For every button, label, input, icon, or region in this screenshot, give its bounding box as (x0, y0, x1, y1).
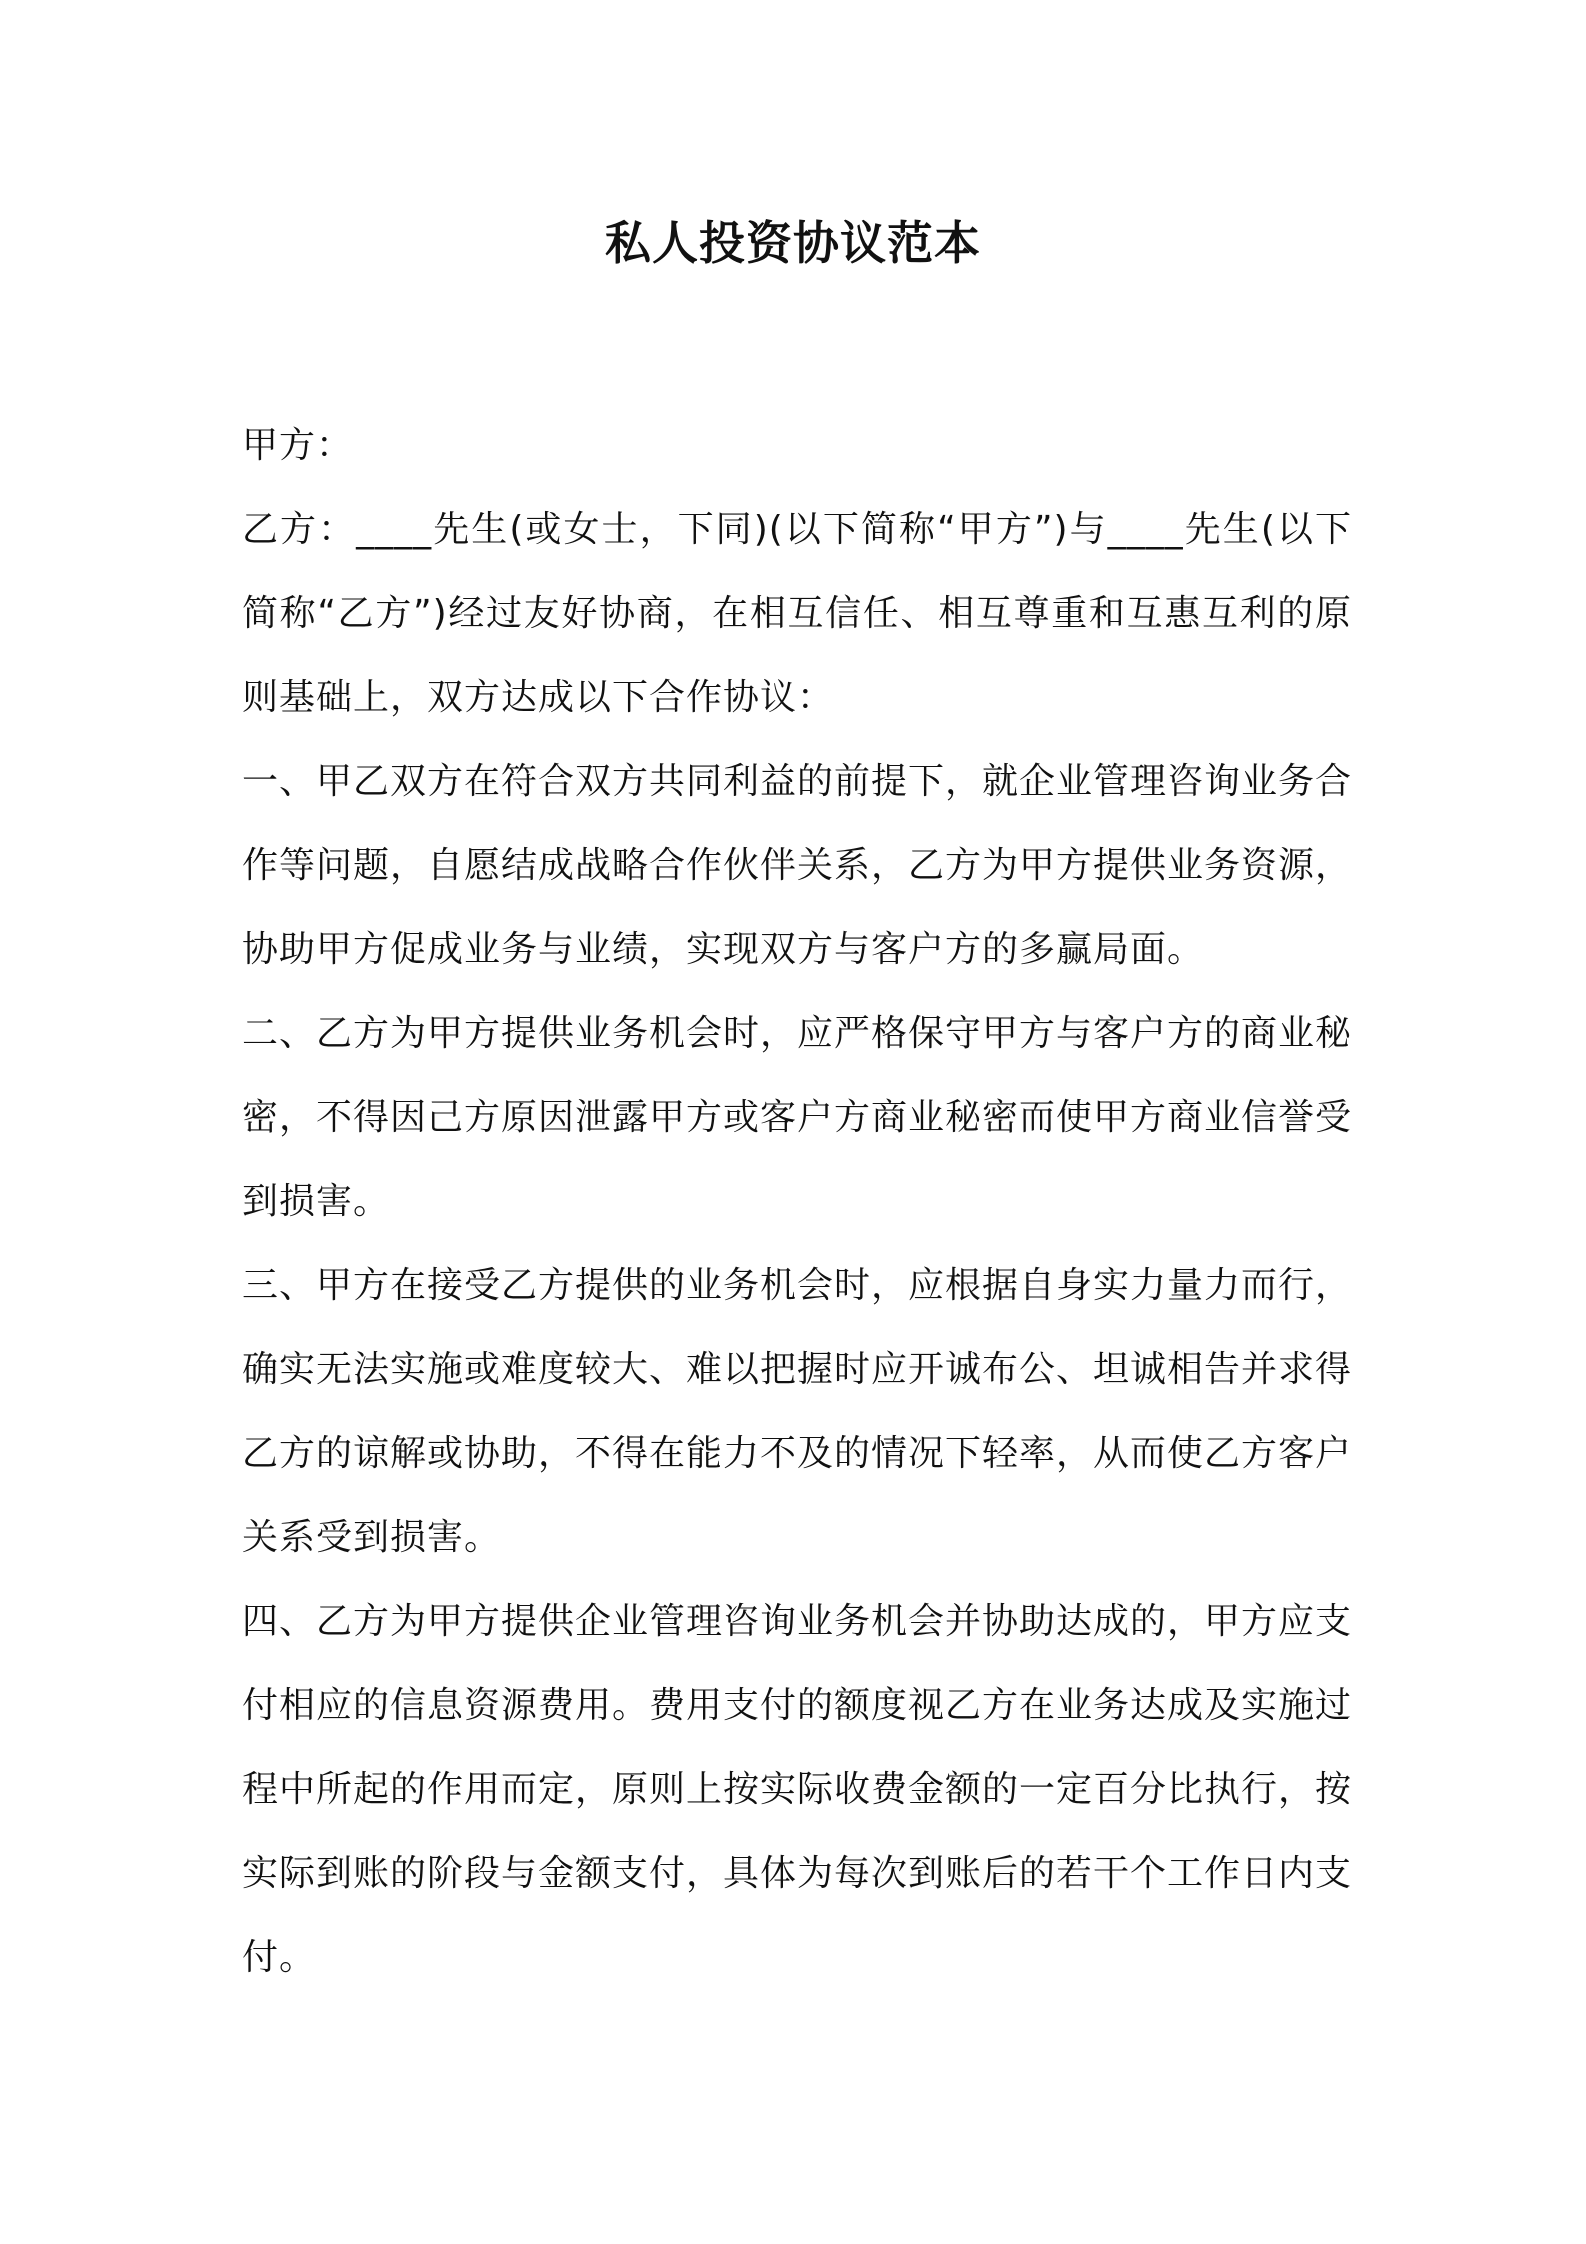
document-body (242, 404, 1352, 2000)
clause-2: 二、乙方为甲方提供业务机会时，应严格保守甲方与客户方的商业秘密，不得因己方原因泄露甲方或客户方商业秘密而使甲方商业信誉受到损害。 (242, 1013, 1353, 1222)
document-title: 私人投资协议范本 (605, 216, 981, 270)
clause-3: 三、甲方在接受乙方提供的业务机会时，应根据自身实力量力而行，确实无法实施或难度较大、难以把握时应开诚布公、坦诚相告并求得乙方的谅解或协助，不得在能力不及的情况下轻率，从而使乙方客户关系受到损害。 (242, 1265, 1353, 1558)
clause-1: 一、甲乙双方在符合双方共同利益的前提下，就企业管理咨询业务合作等问题，自愿结成战略合作伙伴关系，乙方为甲方提供业务资源，协助甲方促成业务与业绩，实现双方与客户方的多赢局面。 (242, 761, 1353, 970)
party-a-line: 甲方： (242, 425, 354, 466)
intro-paragraph: 乙方：____先生(或女士，下同)(以下简称“甲方”)与____先生(以下简称“乙方”)经过友好协商，在相互信任、相互尊重和互惠互利的原则基础上，双方达成以下合作协议： (242, 509, 1352, 718)
clause-4: 四、乙方为甲方提供企业管理咨询业务机会并协助达成的，甲方应支付相应的信息资源费用。费用支付的额度视乙方在业务达成及实施过程中所起的作用而定，原则上按实际收费金额的一定百分比执行，按实际到账的阶段与金额支付，具体为每次到账后的若干个工作日内支付。 (242, 1601, 1353, 1978)
